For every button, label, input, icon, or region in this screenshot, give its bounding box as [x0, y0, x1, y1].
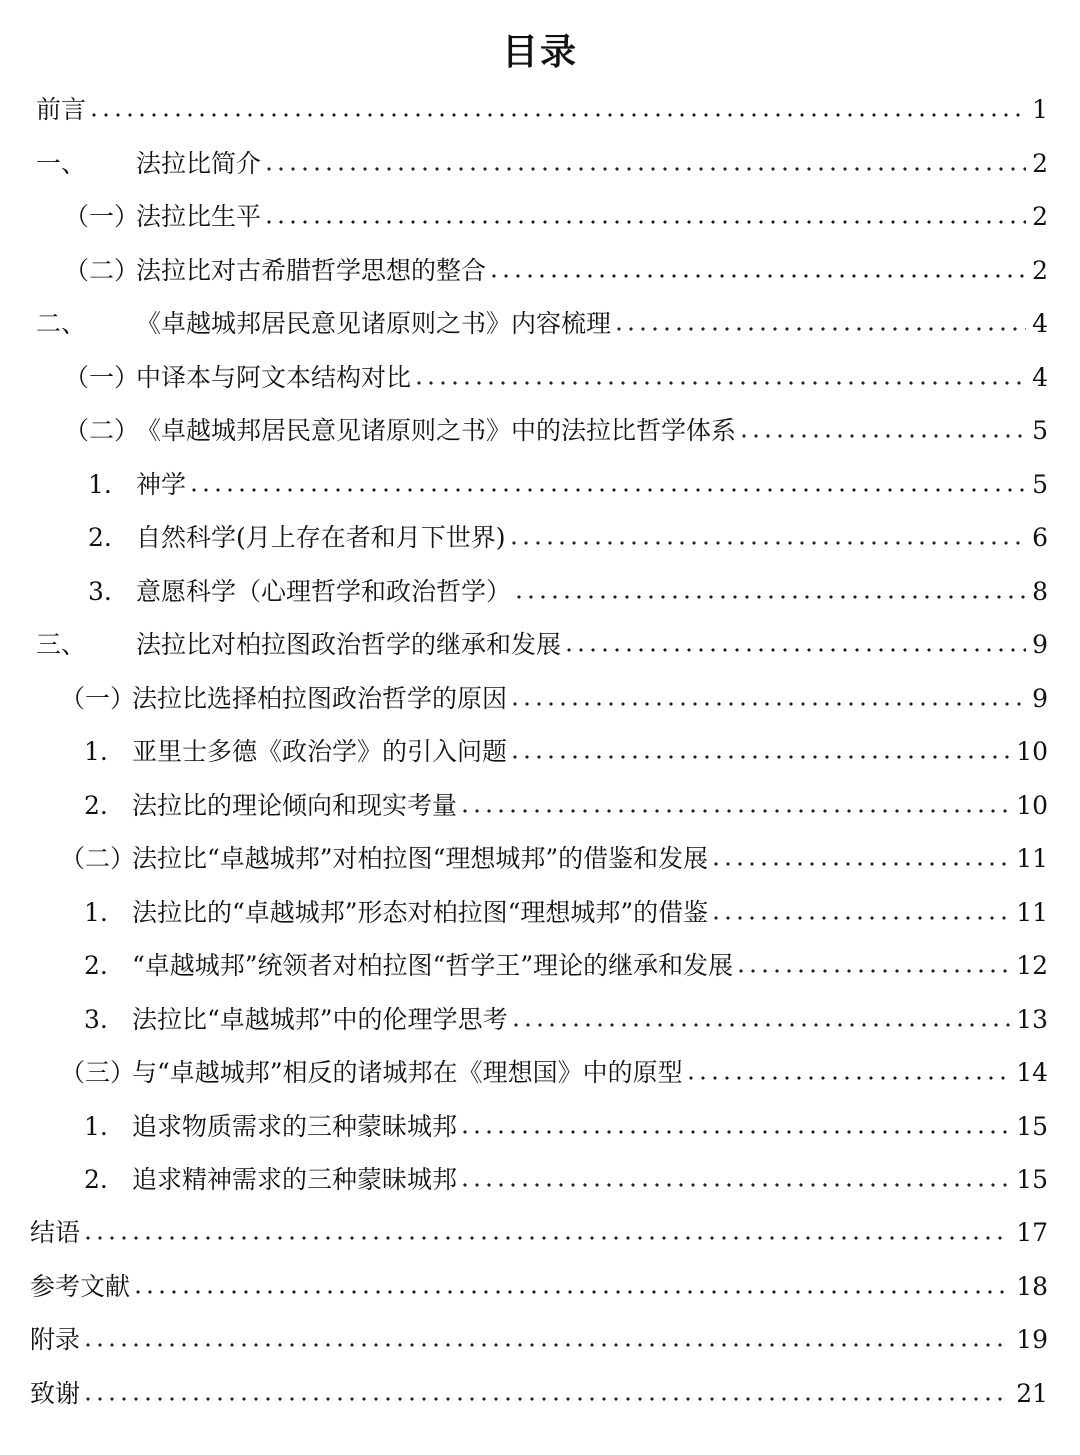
- dot-leader: [509, 699, 1026, 709]
- table-of-contents: [0, 85, 1080, 1425]
- toc-entry[interactable]: [0, 1160, 1080, 1200]
- toc-entry[interactable]: [0, 518, 1080, 558]
- dot-leader: [510, 1020, 1011, 1030]
- toc-entry-page-number: 21: [1016, 1379, 1048, 1408]
- toc-entry-title: 法拉比“卓越城邦”中的伦理学思考: [132, 1005, 508, 1034]
- dot-leader: [710, 913, 1010, 923]
- toc-entry-title: 结语: [30, 1218, 81, 1247]
- toc-entry-title: 法拉比选择柏拉图政治哲学的原因: [132, 684, 508, 713]
- toc-entry-page-number: 4: [1032, 363, 1048, 392]
- toc-entry[interactable]: [0, 572, 1080, 612]
- toc-entry[interactable]: [0, 679, 1080, 719]
- toc-entry-number: 二、: [36, 309, 87, 338]
- toc-entry[interactable]: [0, 1000, 1080, 1040]
- toc-entry[interactable]: [0, 90, 1080, 130]
- dot-leader: [685, 1073, 1011, 1083]
- dot-leader: [82, 1340, 1010, 1350]
- dot-leader: [82, 1233, 1010, 1243]
- toc-entry-page-number: 2: [1032, 149, 1048, 178]
- toc-entry-page-number: 11: [1016, 898, 1048, 927]
- toc-entry-number: （一）: [64, 363, 140, 392]
- toc-entry-number: （二）: [64, 256, 140, 285]
- dot-leader: [459, 1180, 1010, 1190]
- toc-entry-page-number: 18: [1016, 1272, 1048, 1301]
- toc-entry-title: 法拉比对柏拉图政治哲学的继承和发展: [136, 630, 562, 659]
- toc-entry[interactable]: [0, 1107, 1080, 1147]
- dot-leader: [735, 966, 1010, 976]
- toc-entry-page-number: 11: [1016, 844, 1048, 873]
- toc-entry-number: （一）: [64, 202, 140, 231]
- toc-entry-number: （三）: [60, 1058, 136, 1087]
- toc-entry[interactable]: [0, 465, 1080, 505]
- toc-entry-page-number: 5: [1032, 470, 1048, 499]
- toc-entry[interactable]: [0, 732, 1080, 772]
- dot-leader: [563, 645, 1026, 655]
- toc-entry-title: 致谢: [30, 1379, 81, 1408]
- toc-entry[interactable]: [0, 1213, 1080, 1253]
- dot-leader: [82, 1394, 1010, 1404]
- toc-entry-page-number: 13: [1016, 1005, 1048, 1034]
- dot-leader: [263, 217, 1026, 227]
- toc-entry-title: 前言: [36, 95, 87, 124]
- toc-entry-title: 法拉比的“卓越城邦”形态对柏拉图“理想城邦”的借鉴: [132, 898, 709, 927]
- toc-entry-title: 神学: [136, 470, 187, 499]
- toc-entry-number: 1.: [84, 737, 108, 766]
- toc-entry-number: （二）: [64, 416, 140, 445]
- toc-entry[interactable]: [0, 358, 1080, 398]
- toc-entry-number: 三、: [36, 630, 87, 659]
- toc-entry[interactable]: [0, 786, 1080, 826]
- toc-entry[interactable]: [0, 1320, 1080, 1360]
- dot-leader: [188, 485, 1026, 495]
- toc-entry-number: 2.: [88, 523, 112, 552]
- dot-leader: [738, 431, 1026, 441]
- toc-entry-number: 2.: [84, 951, 108, 980]
- toc-entry-title: 参考文献: [30, 1272, 131, 1301]
- toc-entry-title: 法拉比生平: [136, 202, 262, 231]
- toc-entry-title: 追求物质需求的三种蒙昧城邦: [132, 1112, 458, 1141]
- toc-entry-number: 一、: [36, 149, 87, 178]
- toc-entry-number: 1.: [84, 1112, 108, 1141]
- dot-leader: [413, 378, 1026, 388]
- toc-entry-title: 《卓越城邦居民意见诸原则之书》内容梳理: [136, 309, 612, 338]
- dot-leader: [459, 806, 1010, 816]
- dot-leader: [513, 592, 1026, 602]
- toc-entry-title: 法拉比对古希腊哲学思想的整合: [136, 256, 487, 285]
- dot-leader: [88, 110, 1026, 120]
- toc-entry-page-number: 17: [1016, 1218, 1048, 1247]
- toc-entry-title: “卓越城邦”统领者对柏拉图“哲学王”理论的继承和发展: [132, 951, 734, 980]
- toc-entry[interactable]: [0, 197, 1080, 237]
- page-title: 目录: [501, 32, 578, 73]
- dot-leader: [132, 1287, 1010, 1297]
- toc-entry-title: 追求精神需求的三种蒙昧城邦: [132, 1165, 458, 1194]
- toc-entry-number: 3.: [88, 577, 112, 606]
- dot-leader: [710, 859, 1010, 869]
- dot-leader: [263, 164, 1026, 174]
- dot-leader: [508, 538, 1027, 548]
- toc-entry-page-number: 15: [1016, 1165, 1048, 1194]
- toc-entry[interactable]: [0, 251, 1080, 291]
- dot-leader: [488, 271, 1026, 281]
- toc-entry[interactable]: [0, 1374, 1080, 1414]
- toc-entry-page-number: 5: [1032, 416, 1048, 445]
- toc-entry-title: 法拉比“卓越城邦”对柏拉图“理想城邦”的借鉴和发展: [132, 844, 709, 873]
- dot-leader: [613, 324, 1026, 334]
- toc-entry[interactable]: [0, 893, 1080, 933]
- toc-entry-page-number: 19: [1016, 1325, 1048, 1354]
- toc-entry[interactable]: [0, 411, 1080, 451]
- toc-entry-number: 1.: [84, 898, 108, 927]
- dot-leader: [509, 752, 1010, 762]
- toc-entry-page-number: 2: [1032, 256, 1048, 285]
- toc-entry-page-number: 12: [1016, 951, 1048, 980]
- toc-entry-title: 亚里士多德《政治学》的引入问题: [132, 737, 508, 766]
- dot-leader: [459, 1127, 1010, 1137]
- toc-entry-title: 与“卓越城邦”相反的诸城邦在《理想国》中的原型: [132, 1058, 683, 1087]
- toc-entry-page-number: 6: [1032, 523, 1048, 552]
- toc-entry-page-number: 2: [1032, 202, 1048, 231]
- toc-entry-number: 2.: [84, 791, 108, 820]
- toc-entry[interactable]: [0, 839, 1080, 879]
- toc-entry-number: 3.: [84, 1005, 108, 1034]
- toc-entry[interactable]: [0, 304, 1080, 344]
- toc-entry-title: 法拉比简介: [136, 149, 262, 178]
- toc-entry-page-number: 10: [1016, 791, 1048, 820]
- toc-entry-page-number: 1: [1032, 95, 1048, 124]
- toc-entry-page-number: 4: [1032, 309, 1048, 338]
- toc-entry-title: 法拉比的理论倾向和现实考量: [132, 791, 458, 820]
- toc-entry-number: 2.: [84, 1165, 108, 1194]
- toc-entry-title: 意愿科学（心理哲学和政治哲学）: [136, 577, 512, 606]
- toc-entry-page-number: 9: [1032, 630, 1048, 659]
- toc-entry-number: （一）: [60, 684, 136, 713]
- toc-entry-title: 自然科学(月上存在者和月下世界): [136, 523, 506, 552]
- toc-entry[interactable]: [0, 625, 1080, 665]
- toc-entry-page-number: 15: [1016, 1112, 1048, 1141]
- toc-entry[interactable]: [0, 144, 1080, 184]
- toc-entry-title: 《卓越城邦居民意见诸原则之书》中的法拉比哲学体系: [136, 416, 737, 445]
- toc-entry-page-number: 8: [1032, 577, 1048, 606]
- toc-entry-page-number: 9: [1032, 684, 1048, 713]
- toc-entry-page-number: 14: [1016, 1058, 1048, 1087]
- toc-entry-number: （二）: [60, 844, 136, 873]
- toc-entry-title: 中译本与阿文本结构对比: [136, 363, 412, 392]
- toc-entry[interactable]: [0, 946, 1080, 986]
- toc-entry[interactable]: [0, 1053, 1080, 1093]
- toc-entry-number: 1.: [88, 470, 112, 499]
- toc-entry-title: 附录: [30, 1325, 81, 1354]
- toc-entry[interactable]: [0, 1267, 1080, 1307]
- toc-entry-page-number: 10: [1016, 737, 1048, 766]
